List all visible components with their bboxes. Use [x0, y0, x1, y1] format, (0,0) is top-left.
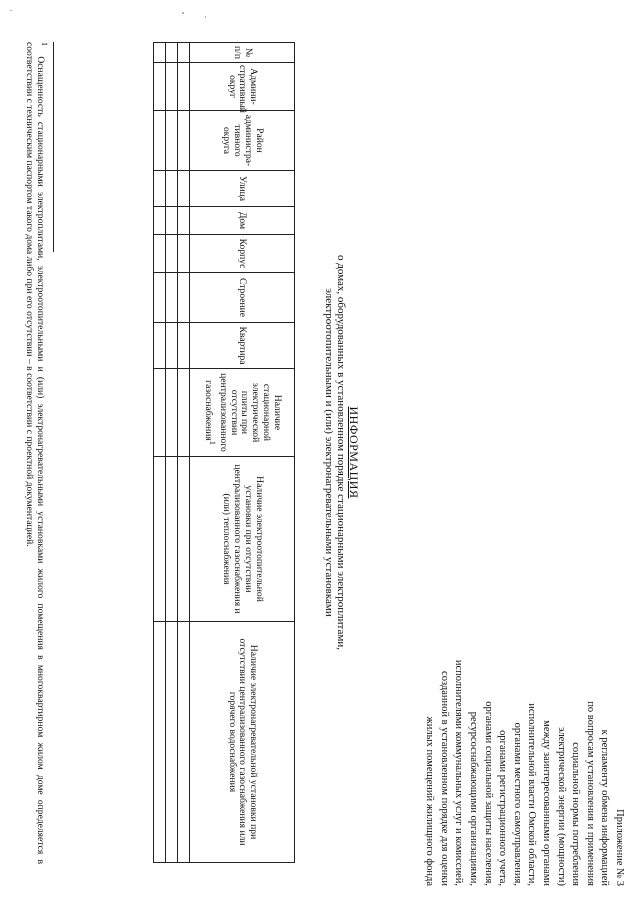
- table-header-row: [190, 43, 295, 863]
- table-cell: [154, 273, 166, 323]
- table-cell: [154, 323, 166, 369]
- scan-artifact: [182, 12, 184, 14]
- table-row: [154, 43, 166, 863]
- table-cell: [178, 171, 190, 207]
- table-row: [178, 43, 190, 863]
- table-cell: [166, 43, 178, 63]
- table-cell: [166, 323, 178, 369]
- annex-line: исполнителями коммунальных услуг и комиссией,: [453, 659, 465, 886]
- annex-line: ресурсоснабжающими организациями,: [468, 711, 480, 886]
- footnote-ref: 1: [208, 440, 218, 445]
- table-body: [154, 43, 190, 863]
- col-header-number: № п/п: [190, 43, 295, 63]
- annex-line: электрической энергии (мощности): [555, 727, 567, 886]
- table-cell: [166, 369, 178, 457]
- table-cell: [154, 171, 166, 207]
- table-cell: [178, 207, 190, 235]
- information-table: [153, 42, 295, 863]
- table-cell: [166, 273, 178, 323]
- annex-block: [422, 650, 626, 886]
- col-header-structure: Строение: [190, 273, 295, 323]
- table-cell: [178, 457, 190, 622]
- table-cell: [166, 171, 178, 207]
- col-header-heating-installation: Наличие электроотопительной установки при отсутствии централизованного газоснабжения и (или) теплоснабжения: [190, 457, 295, 622]
- col-header-district: Район администра-тивного округа: [190, 111, 295, 171]
- annex-line: жилых помещений жилищного фонда: [424, 716, 436, 886]
- table-cell: [166, 235, 178, 273]
- footnote-mark: 1: [40, 42, 49, 46]
- table-cell: [166, 111, 178, 171]
- table-cell: [154, 63, 166, 111]
- footnote-paragraph: [23, 42, 50, 864]
- annex-line: между заинтересованными органами: [541, 720, 553, 886]
- scan-artifact: [10, 10, 12, 11]
- annex-line: созданной в установленном порядке для оценки: [438, 671, 450, 886]
- table-cell: [178, 63, 190, 111]
- table-row: [166, 43, 178, 863]
- footnote: [23, 42, 54, 864]
- table-cell: [178, 111, 190, 171]
- table-cell: [154, 457, 166, 622]
- table-cell: [154, 622, 166, 863]
- table-cell: [166, 207, 178, 235]
- col-header-admin-okrug: Админи-стративный округ: [190, 63, 295, 111]
- table-cell: [178, 369, 190, 457]
- annex-line: органами социальной защиты населения,: [482, 701, 494, 886]
- col-header-water-heating-installation: Наличие электронагревательной установки при отсутствии централизованного газоснабжения или горячего водоснабжения: [190, 622, 295, 863]
- table-cell: [166, 622, 178, 863]
- annex-line: исполнительной власти Омской области,: [526, 703, 538, 886]
- table-cell: [154, 235, 166, 273]
- footnote-text: Оснащенность стационарными электроплитами, электроотопительными и (или) электронагревательными установками жилого помещения в многоквартирном жилом доме определяется в соответствии с техническим паспортом такого дома либо при его отсутствии – в соответствии с проектной документацией.: [23, 42, 46, 864]
- electric-stove-label: Наличие стационарной электрической плиты при отсутствии централизованного газоснабжения: [202, 373, 283, 452]
- table-cell: [178, 323, 190, 369]
- document-title: [323, 0, 361, 905]
- table-cell: [178, 43, 190, 63]
- table-cell: [178, 622, 190, 863]
- annex-line: органами местного самоуправления,: [511, 722, 523, 886]
- col-header-house: Дом: [190, 207, 295, 235]
- annex-line: социальной нормы потребления: [570, 742, 582, 886]
- annex-line: Приложение № 3: [614, 809, 625, 886]
- title-heading: ИНФОРМАЦИЯ: [347, 406, 361, 499]
- col-header-apartment: Квартира: [190, 323, 295, 369]
- table-cell: [166, 457, 178, 622]
- title-line-2: электроотопительными и (или) электронагревательными установками: [323, 288, 335, 617]
- table-cell: [178, 235, 190, 273]
- scan-artifact: [205, 16, 206, 18]
- table-cell: [154, 111, 166, 171]
- table-cell: [154, 207, 166, 235]
- table-cell: [178, 273, 190, 323]
- table-cell: [154, 43, 166, 63]
- annex-line: по вопросам установления и применения: [584, 701, 596, 886]
- table-cell: [166, 63, 178, 111]
- annex-line: к регламенту обмена информацией: [599, 729, 611, 886]
- table-cell: [154, 369, 166, 457]
- annex-line: органами регистрационного учета,: [497, 730, 509, 886]
- col-header-electric-stove: [190, 369, 295, 457]
- footnote-divider: [53, 42, 54, 252]
- col-header-street: Улица: [190, 171, 295, 207]
- col-header-building: Корпус: [190, 235, 295, 273]
- title-line-1: о домах, оборудованных в установленном порядке стационарными электроплитами,: [335, 255, 348, 650]
